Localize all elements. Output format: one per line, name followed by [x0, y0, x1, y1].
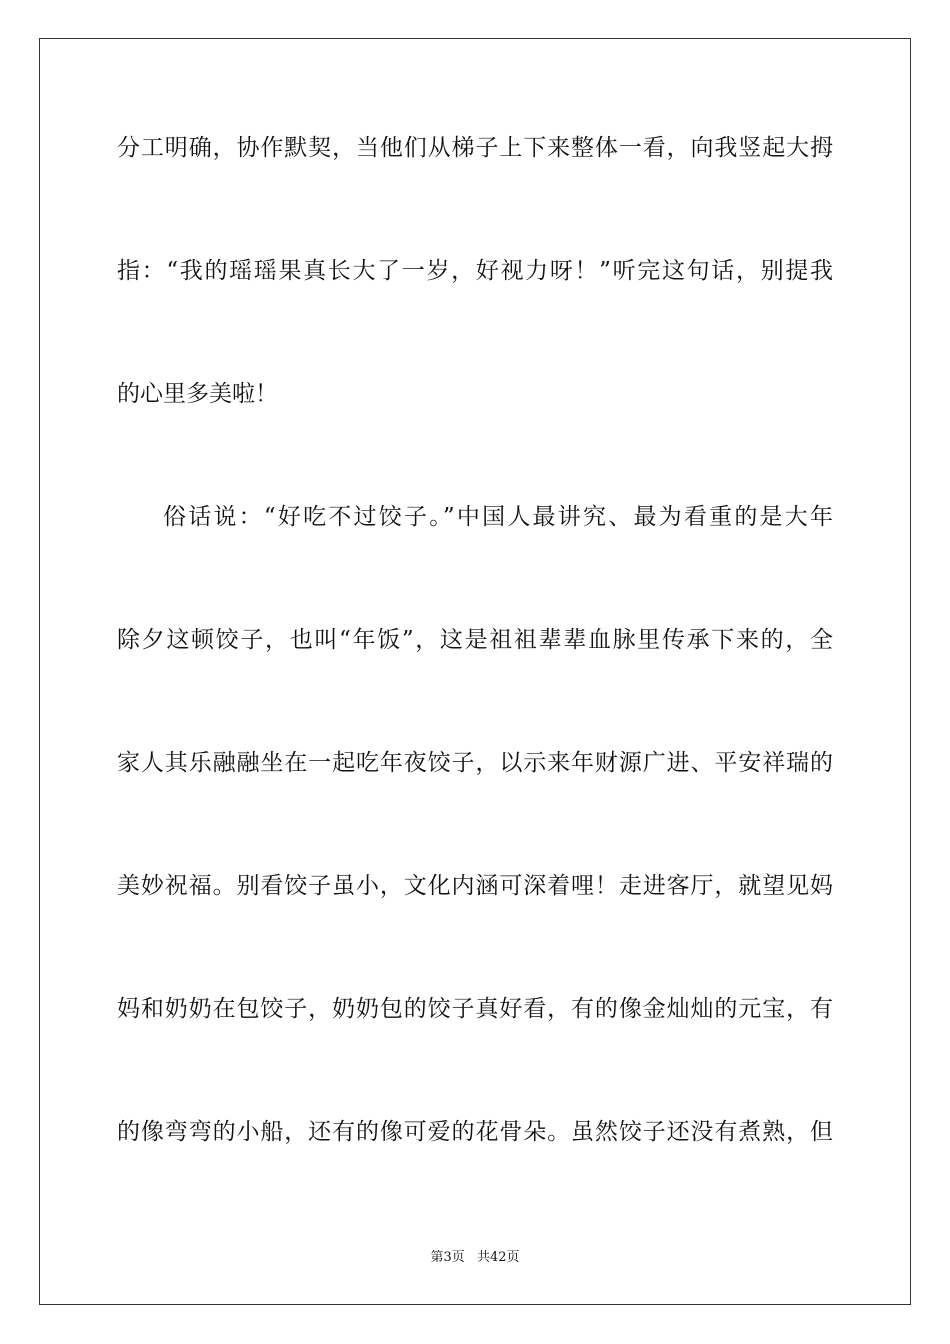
text-line: 除夕这顿饺子，也叫“年饭”，这是祖祖辈辈血脉里传承下来的，全: [117, 627, 833, 653]
text-line: 分工明确，协作默契，当他们从梯子上下来整体一看，向我竖起大拇: [117, 135, 833, 161]
document-body: [117, 128, 833, 1235]
text-line: 指：“我的瑶瑶果真长大了一岁，好视力呀！”听完这句话，别提我: [117, 258, 833, 284]
text-line: 的心里多美啦！: [117, 381, 278, 407]
text-line: 家人其乐融融坐在一起吃年夜饺子，以示来年财源广进、平安祥瑞的: [117, 750, 833, 776]
text-line: 妈和奶奶在包饺子，奶奶包的饺子真好看，有的像金灿灿的元宝，有: [117, 996, 833, 1022]
text-line: 美妙祝福。别看饺子虽小，文化内涵可深着哩！走进客厅，就望见妈: [117, 873, 833, 899]
page-footer: [0, 1246, 950, 1265]
page-number: 第3页: [430, 1250, 465, 1265]
text-line: 的像弯弯的小船，还有的像可爱的花骨朵。虽然饺子还没有煮熟，但: [117, 1119, 833, 1145]
total-pages: 共42页: [476, 1250, 520, 1265]
text-line: 俗话说：“好吃不过饺子。”中国人最讲究、最为看重的是大年: [163, 504, 833, 530]
